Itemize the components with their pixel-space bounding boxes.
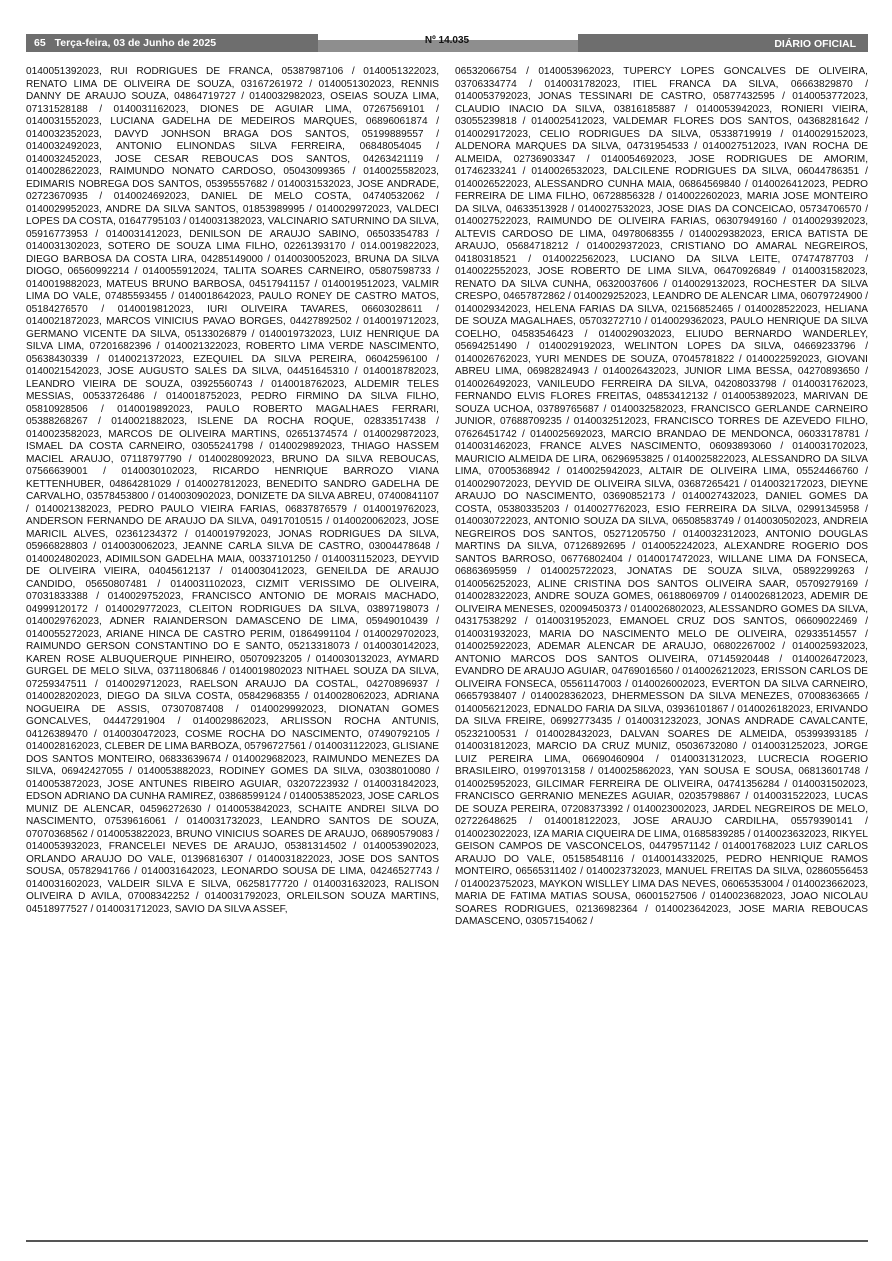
publication-date: Terça-feira, 03 de Junho de 2025	[54, 37, 217, 49]
publication-name: DIÁRIO OFICIAL	[578, 34, 868, 52]
page-number: 65	[34, 37, 46, 49]
page-header	[26, 34, 868, 52]
content-columns	[26, 66, 868, 1234]
right-column-text: 06532066754 / 0140053962023, TUPERCY LOPES GONCALVES DE OLIVEIRA, 03706334774 / 0140031782023, ITIEL FRANCA DA SILVA, 06663829870 / 0140053792023, JONAS TESSINARI DE CASTRO, 05877432595 / 0140053772023, CLAUDIO INACIO DA SILVA, 03816185887 / 0140053942023, RONIERI VIEIRA, 03055239818 / 0140025412023, VALDEMAR FLORES DOS SANTOS, 04368281642 / 0140029172023, CELIO RODRIGUES DA SILVA, 05338719919 / 0140029152023, ALDENORA MARQUES DA SILVA, 04731954533 / 0140027512023, IVAN ROCHA DE ALMEIDA, 02736903347 / 0140054692023, JOSE RODRIGUES DE AMORIM, 01746233241 / 0140026532023, DALCILENE RODRIGUES DA SILVA, 06044786351 / 0140026522023, ALESSANDRO CUNHA MAIA, 06864569840 / 0140026412023, PEDRO FERREIRA DE LIMA FILHO, 06728856328 / 0140022602023, MARIA JOSE MONTEIRO DA SILVA, 04633513928 / 0140027532023, JOSE DIAS DA CONCEICAO, 05734706570 / 0140027522023, RAIMUNDO DE OLIVEIRA FARIAS, 06307949160 / 0140029392023, ALTEVIS CARDOSO DE LIMA, 04978068355 / 0140029382023, ERICA BATISTA DE ARAUJO, 05684718212 / 0140029372023, CRISTIANO DO AMARAL NEGREIROS, 04180318521 / 0140022562023, LUCIANO DA SILVA LEITE, 07474787703 / 0140022552023, JOSE ROBERTO DE LIMA SILVA, 06470926849 / 0140031582023, RENATO DA SILVA CUNHA, 06320037606 / 0140029132023, ROCHESTER DA SILVA CRESPO, 04657872862 / 0140029252023, LEANDRO DE ALENCAR LIMA, 06079724900 / 0140029342023, HELENA FARIAS DA SILVA, 02156852465 / 0140028522023, HELIANA DE SOUZA MAGALHAES, 05703272710 / 0140029362023, PAULO HENRIQUE DA SILVA COELHO, 04583546423 / 0140029032023, ELIUDO BERNARDO WANDERLEY, 05694251490 / 0140029192023, WELINTON LOPES DA SILVA, 04669233796 / 0140026762023, YURI MENDES DE SOUZA, 07045781822 / 0140022592023, GIOVANI ABREU LIMA, 06982824943 / 0140026432023, JUNIOR LIMA BESSA, 04270893650 / 0140026492023, VANILEUDO FERREIRA DA SILVA, 04208033798 / 0140031762023, FERNANDO ELVIS FLORES FREITAS, 04853412132 / 0140053892023, MARIVAN DE SOUZA UCHOA, 03789765687 / 0140032582023, FRANCISCO GERLANDE CARNEIRO JUNIOR, 07688709235 / 0140032512023, FRANCISCO TORRES DE AZEVEDO FILHO, 07626451742 / 0140025692023, MARCIO BRANDAO DE MENDONCA, 06033178781 / 0140031462023, FRANCE ALVES NASCIMENTO, 06093893060 / 0140031702023, MAURICIO ALMEIDA DE LIRA, 06296953825 / 0140025822023, ALESSANDRO DA SILVA LIMA, 07005368942 / 0140025942023, ALTAIR DE OLIVEIRA LIMA, 05524466760 / 0140029072023, DEYVID DE OLIVEIRA SILVA, 03687265421 / 0140032172023, DIEYNE ARAUJO DO NASCIMENTO, 03690852173 / 0140027432023, DANIEL GOMES DA COSTA, 05380335203 / 0140027762023, ESIO FERREIRA DA SILVA, 02991345958 / 0140030722023, ANTONIO SOUZA DA SILVA, 06508583749 / 0140030502023, ANDREIA NEGREIROS DOS SANTOS, 05271205750 / 0140032312023, ANTONIO DOUGLAS MARTINS DA SILVA, 07126892695 / 0140052242023, ALEXANDRE ROGERIO DOS SANTOS BARROSO, 06776802404 / 0140017472023, WILLANE LIMA DA FONSECA, 06863695959 / 0140025722023, JONATAS DE SOUZA SILVA, 05892299263 / 0140056252023, ALINE CRISTINA DOS SANTOS OLIVEIRA SAAR, 05709279169 / 0140028322023, ANDRE SOUZA GOMES, 06188069709 / 0140026812023, ADEMIR DE OLIVEIRA MENESES, 02009450373 / 0140026802023, ALESSANDRO GOMES DA SILVA, 04317538292 / 0140031952023, EMANOEL CRUZ DOS SANTOS, 06609022469 / 0140031932023, MARIA DO NASCIMENTO MELO DE OLIVEIRA, 02933514557 / 0140025922023, ADEMAR ALENCAR DE ARAUJO, 06802267002 / 0140025932023, ANTONIO MARCOS DOS SANTOS OLIVEIRA, 07145920448 / 0140026472023, EVANDRO DE ARAUJO AGUIAR, 04769016560 / 0140026212023, ERISSON CARLOS DE OLIVEIRA FONSECA, 05561147003 / 0140026002023, EVERTON DA SILVA CARNEIRO, 06657938407 / 0140028362023, DHERMESSON DA SILVA MENEZES, 07008363665 / 0140056212023, EDNALDO FARIA DA SILVA, 03936101867 / 0140026182023, ERIVANDO DA SILVA FREIRE, 06992773435 / 0140031232023, JONAS ANDRADE CAVALCANTE, 05232100531 / 0140028432023, DALVAN SOARES DE ALMEIDA, 05399393185 / 0140031812023, MARCIO DA CRUZ MUNIZ, 05036732080 / 0140031252023, JORGE LUIZ PEREIRA LIMA, 06690460904 / 0140031312023, LUCRECIA ROGERIO BRASILEIRO, 01997013158 / 0140025862023, YAN SOUSA E SOUSA, 06813601748 / 0140025952023, GILCIMAR FERREIRA DE OLIVEIRA, 04741356284 / 0140031502023, FRANCISCO GERRANIO MENEZES AGUIAR, 02035798867 / 0140031522023, LUCAS DE SOUZA PEREIRA, 07208373392 / 0140023002023, JARDEL NEGREIROS DE MELO, 02722648625 / 0140018122023, JOSE ARAUJO CARDILHA, 05579390141 / 0140023022023, IZA MARIA CIQUEIRA DE LIMA, 01685839285 / 0140023632023, RIKYEL GEISON CAMPOS DE VASCONCELOS, 04479571142 / 0140017682023 LUIZ CARLOS ARAUJO DO VALE, 05158548116 / 0140014332025, PEDRO HENRIQUE RAMOS MONTEIRO, 06565311402 / 0140023732023, MANUEL FREITAS DA SILVA, 02860556453 / 0140023752023, MAYKON WISLLEY LIMA DAS NEVES, 06065353004 / 0140023662023, MARIA DE FATIMA MATIAS SOUSA, 06001527506 / 0140023682023, JOAO NICOLAU SOARES RODRIGUES, 02136982364 / 0140023642023, JOSE MARIA REBOUCAS DAMASCENO, 03057154062 /	[455, 66, 868, 927]
left-column-text: 0140051392023, RUI RODRIGUES DE FRANCA, 05387987106 / 0140051322023, RENATO LIMA DE OLIVEIRA DE SOUZA, 03167261972 / 0140051302023, RENNIS DANNY DE ARAUJO SOUZA, 04864719727 / 0140032982023, OSEIAS SOUZA LIMA, 07131528188 / 0140031162023, DIONES DE AGUIAR LIMA, 07267569101 / 0140031552023, LUCIANA GADELHA DE MEDEIROS MARQUES, 06896061874 / 0140032352023, DAVYD JONHSON BRAGA DOS SANTOS, 05199889557 / 0140032492023, ANTONIO ELINONDAS SILVA FERREIRA, 06848054045 / 0140032452023, JOSE CESAR REBOUCAS DOS SANTOS, 04263421119 / 0140028622023, RAIMUNDO NONATO CARDOSO, 05043099365 / 0140025582023, EDIMARIS NOBREGA DOS SANTOS, 05395557682 / 0140031532023, JOSE ANDRADE, 02723670935 / 0140024692023, DANIEL DE MELO COSTA, 04740532062 / 0140029952023, ANDRE DA SILVA SANTOS, 01853989995 / 0140029972023, VALDECI LOPES DA COSTA, 01647795103 / 0140031382023, VALCINARIO SATURNINO DA SILVA, 05916773953 / 0140031412023, DENILSON DE ARAUJO SABINO, 06503354783 / 0140031302023, SOTERO DE SOUZA LIMA FILHO, 02261393170 / 014.0019822023, DIEGO BARBOSA DA COSTA LIRA, 04285149000 / 0140030052023, BRUNA DA SILVA DIOGO, 06560992214 / 0140055912024, TALITA SOARES CARNEIRO, 05807598733 / 0140019882023, MATEUS BRUNO BARBOSA, 04517941157 / 0140019512023, VALMIR LIMA DO VALE, 07485593455 / 0140018642023, PAULO RONEY DE CASTRO MATOS, 05184276570 / 0140019812023, IURI OLIVEIRA TAVARES, 06603028611 / 0140021872023, MARCOS VINICIUS PAVAO BORGES, 04427892502 / 0140019712023, GERMANO VICENTE DA SILVA, 05133026879 / 0140019732023, LUIZ HENRIQUE DA SILVA LIMA, 07201682396 / 0140021322023, ROBERTO LIMA VERDE NASCIMENTO, 05638430339 / 0140021372023, EZEQUIEL DA SILVA PEREIRA, 06042596100 / 0140021542023, JOSE AUGUSTO SALES DA SILVA, 04451645310 / 0140018782023, LEANDRO VIEIRA DE SOUZA, 03925560743 / 0140018762023, ALDEMIR TELES MESSIAS, 00533726486 / 0140018752023, PEDRO FIRMINO DA SILVA FILHO, 05810928506 / 0140019892023, PAULO ROBERTO MAGALHAES FERRARI, 05388268267 / 0140021882023, ISLENE DA ROCHA ROQUE, 02833517438 / 0140023582023, MARCOS DE OLIVEIRA MARTINS, 02651374574 / 0140029872023, ISMAEL DA COSTA CARNEIRO, 03055241798 / 0140029892023, THIAGO HASSEM MACIEL ARAUJO, 07118797790 / 0140028092023, BRUNO DA SILVA REBOUCAS, 07566639001 / 0140030102023, RICARDO HENRIQUE BARROZO VIANA KETTENHUBER, 04864281029 / 0140027812023, BENEDITO SANDRO GADELHA DE CARVALHO, 03578453800 / 0140030902023, DONIZETE DA SILVA ABREU, 07400841107 / 0140021382023, PEDRO PAULO VIEIRA FARIAS, 06837876579 / 0140019762023, ANDERSON FERNANDO DE ARAUJO DA SILVA, 04917010515 / 0140020062023, JOSE MARICIL ALVES, 02361234372 / 0140019792023, JONAS RODRIGUES DA SILVA, 05966828803 / 0140030062023, JEANNE CARLA SILVA DE CASTRO, 03004478648 / 0140024802023, ADIMILSON GADELHA MAIA, 00337101250 / 0140031152023, DEYVID DE OLIVEIRA VIEIRA, 04045612137 / 0140030412023, GENEILDA DE ARAUJO CANDIDO, 05650807481 / 0140031102023, CIZMIT VERISSIMO DE OLIVEIRA, 07031833388 / 0140029752023, FRANCISCO ANTONIO DE MORAIS MACHADO, 04999120172 / 0140029772023, CLEITON RODRIGUES DA SILVA, 03897198073 / 0140029762023, ADNER RAIANDERSON DAMASCENO DE LIMA, 05949010439 / 0140055272023, ARIANE HINCA DE CASTRO PERIM, 01864991104 / 0140029702023, RAIMUNDO GERSON CONSTANTINO DO E SANTO, 05213318073 / 0140030142023, KAREN ROSE ALBUQUERQUE PINHEIRO, 05070923205 / 0140030132023, AYMARD GURGEL DE MELO SILVA, 03711806846 / 0140019802023 NITHAEL SOUZA DA SILVA, 07259347511 / 0140029712023, RAELSON ARAUJO DA COSTAL, 04270896937 / 0140028202023, DIEGO DA SILVA COSTA, 05842968355 / 0140028062023, ADRIANA NOGUEIRA DE ASSIS, 07307087408 / 0140029992023, DIONATAN GOMES GONCALVES, 04447291904 / 0140029862023, ARLISSON ROCHA ANTUNIS, 04126389470 / 0140030472023, COSME ROCHA DO NASCIMENTO, 07490792105 / 0140028162023, CLEBER DE LIMA BARBOZA, 05796727561 / 0140031122023, GLISIANE DOS SANTOS MONTEIRO, 06833639674 / 0140029682023, RAIMUNDO MENEZES DA SILVA, 06942427055 / 0140053882023, RODINEY GOMES DA SILVA, 03038010080 / 0140053872023, JOSE ANTUNES RIBEIRO AGUIAR, 03207223932 / 0140031842023, EDSON ADRIANO DA CUNHA RAMIREZ, 03868599124 / 0140053852023, JOSE CARLOS MUNIZ DE ALENCAR, 04596272630 / 0140053842023, SCHAITE ANDREI SILVA DO NASCIMENTO, 07539616061 / 0140031732023, LEANDRO SANTOS DE SOUZA, 07070368562 / 0140053822023, BRUNO VINICIUS SOARES DE ARAUJO, 06890579083 / 0140053932023, FRANCELEI NEVES DE ARAUJO, 05381314502 / 0140053902023, ORLANDO ARAUJO DO VALE, 01396816307 / 0140031822023, JOSE DOS SANTOS SOUSA, 05782941766 / 0140031642023, LEONARDO SOUSA DE LIMA, 04246527743 / 0140031602023, VALDEIR SILVA E SILVA, 06258177720 / 0140031632023, RALISON OLIVEIRA D AVILA, 07008342252 / 0140031792023, ORLEILSON SOUZA MARTINS, 04518977527 / 0140031712023, SAVIO DA SILVA ASSEF,	[26, 66, 439, 915]
footer-rule	[26, 1240, 868, 1242]
right-column	[455, 66, 868, 1234]
left-column	[26, 66, 439, 1234]
edition-number: Nº 14.035	[424, 35, 470, 46]
